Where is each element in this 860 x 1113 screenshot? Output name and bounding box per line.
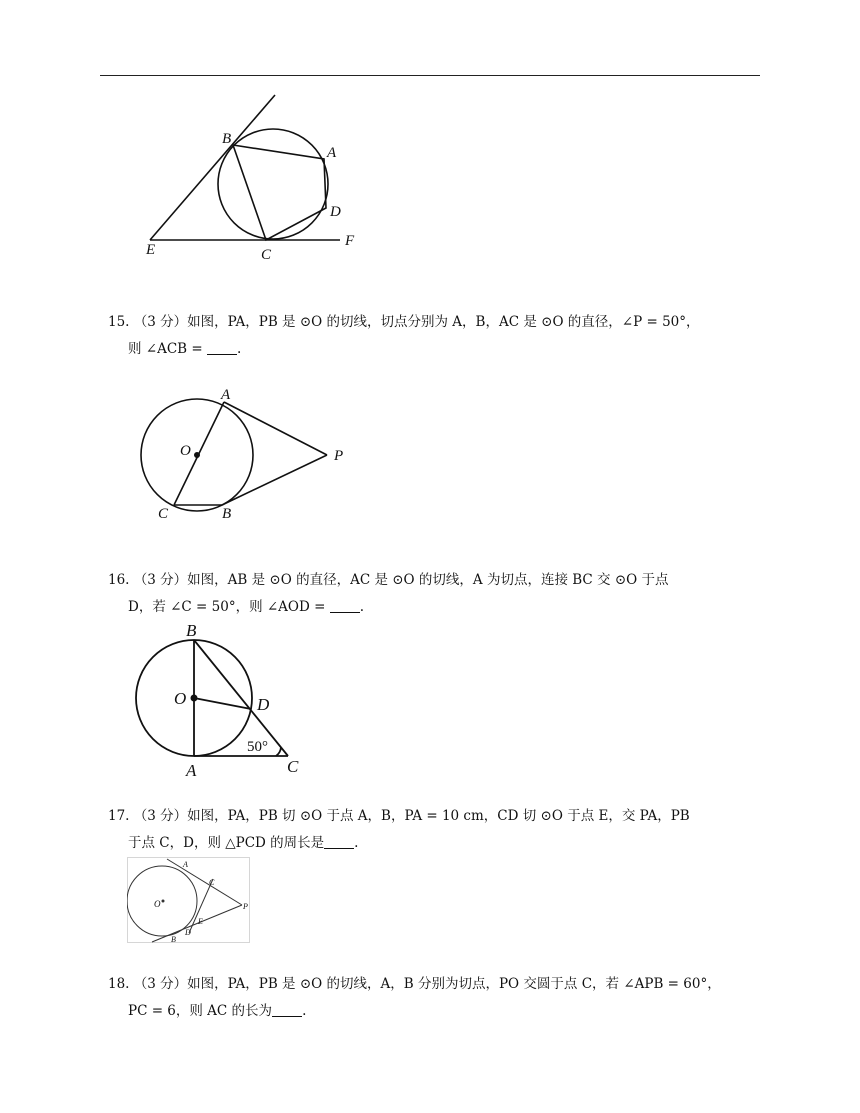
label-B: B <box>222 506 232 522</box>
tangent-line-eb <box>150 95 275 240</box>
question-number: 17. <box>108 808 130 824</box>
label-P: P <box>243 902 248 911</box>
label-D: D <box>330 204 341 220</box>
figure-q14 <box>130 90 370 270</box>
tangent-pb <box>222 455 327 505</box>
question-text-cont: 则 ∠ACB = <box>128 341 207 357</box>
label-C: C <box>158 506 169 522</box>
header-rule <box>100 75 760 76</box>
question-text-cont: PC = 6，则 AC 的长为 <box>128 1003 273 1019</box>
answer-blank[interactable] <box>330 598 360 613</box>
question-18 <box>108 971 764 1025</box>
label-E: E <box>198 917 203 926</box>
label-B: B <box>222 131 232 147</box>
label-P: P <box>334 448 344 464</box>
answer-blank[interactable] <box>207 340 237 355</box>
label-B: B <box>171 935 176 944</box>
question-text-cont: D，若 ∠C = 50°，则 ∠AOD = <box>128 599 330 615</box>
question-number: 15. <box>108 314 130 330</box>
angle-label: 50° <box>247 739 268 755</box>
label-O: O <box>180 443 191 459</box>
answer-blank[interactable] <box>324 834 354 849</box>
period: . <box>354 835 359 851</box>
secant-bc <box>194 640 288 756</box>
label-D: D <box>257 695 270 714</box>
question-number: 16. <box>108 572 130 588</box>
question-text: （3 分）如图，PA，PB 是 ⊙O 的切线，A，B 分别为切点，PO 交圆于点 C，若 ∠APB = 60°， <box>133 976 721 992</box>
label-B: B <box>186 621 197 640</box>
period: . <box>359 599 365 615</box>
label-O: O <box>174 689 187 708</box>
label-A: A <box>221 387 231 403</box>
label-E: E <box>146 242 156 258</box>
period: . <box>302 1003 307 1019</box>
question-text: （3 分）如图，AB 是 ⊙O 的直径，AC 是 ⊙O 的切线，A 为切点，连接 BC 交 ⊙O 于点 <box>133 572 669 588</box>
label-D: D <box>185 928 191 937</box>
center-dot <box>194 452 200 458</box>
question-number: 18. <box>108 976 130 992</box>
label-A: A <box>327 145 337 161</box>
period: . <box>237 341 242 357</box>
label-F: F <box>345 233 355 249</box>
label-A: A <box>183 860 188 869</box>
angle-arc <box>276 747 281 756</box>
question-17 <box>108 803 764 857</box>
center-dot <box>162 900 165 903</box>
label-O: O <box>154 899 161 909</box>
question-text-cont: 于点 C，D，则 △PCD 的周长是 <box>128 835 325 851</box>
center-dot <box>191 695 198 702</box>
label-C: C <box>209 878 215 887</box>
figure-q15 <box>130 382 360 527</box>
figure-q16 <box>130 618 330 778</box>
question-15 <box>108 309 764 363</box>
tangent-pb <box>152 905 242 942</box>
pentagon-bacd <box>233 145 326 240</box>
label-C: C <box>287 757 299 776</box>
question-text: （3 分）如图，PA，PB 切 ⊙O 于点 A，B，PA = 10 cm，CD 切 ⊙O 于点 E，交 PA，PB <box>133 808 690 824</box>
label-A: A <box>186 761 197 778</box>
answer-blank[interactable] <box>272 1002 302 1017</box>
question-16 <box>108 567 764 621</box>
figure-q17 <box>127 857 251 945</box>
label-C: C <box>261 247 272 263</box>
question-text: （3 分）如图，PA，PB 是 ⊙O 的切线，切点分别为 A，B，AC 是 ⊙O 的直径，∠P = 50°， <box>133 314 700 330</box>
tangent-pa <box>224 402 327 455</box>
